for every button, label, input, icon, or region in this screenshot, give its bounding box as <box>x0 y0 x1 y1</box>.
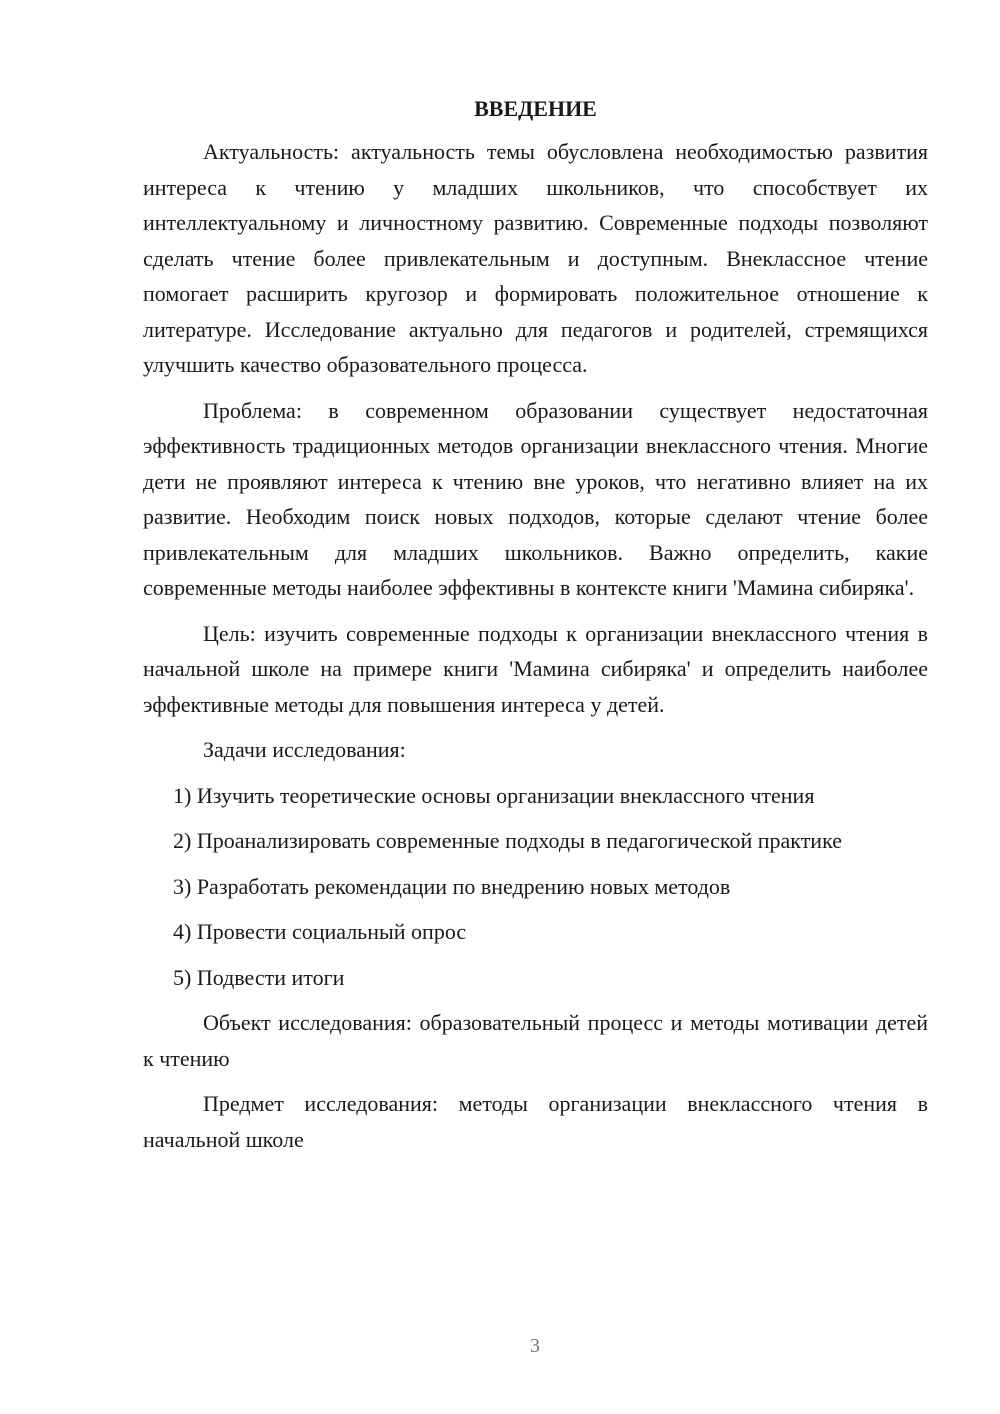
paragraph-goal: Цель: изучить современные подходы к организации внеклассного чтения в начальной школе на примере книги 'Мамина сибиряка' и определить наиболее эффективные методы для повышения интереса у детей. <box>143 620 928 717</box>
list-item: 4) Провести социальный опрос <box>173 919 467 944</box>
list-item: 5) Подвести итоги <box>173 964 345 990</box>
paragraph-subject: Предмет исследования: методы организации внеклассного чтения в начальной школе <box>143 1091 928 1152</box>
tasks-heading: Задачи исследования: <box>203 737 406 762</box>
paragraph-object: Объект исследования: образовательный процесс и методы мотивации детей к чтению <box>143 1010 928 1071</box>
list-item: 1) Изучить теоретические основы организации внеклассного чтения <box>173 782 815 808</box>
page-number: 3 <box>530 1335 540 1357</box>
list-item: 3) Разработать рекомендации по внедрению новых методов <box>173 873 731 899</box>
paragraph-problem: Проблема: в современном образовании существует недостаточная эффективность традиционных методов организации внеклассного чтения. Многие дети не проявляют интереса к чтению вне уроков, что негативно влияет на их развитие. Необходим поиск новых подходов, которые сделают чтение более привлекательным для младших школьников. Важно определить, какие современные методы наиболее эффективны в контексте книги 'Мамина сибиряка'. <box>143 397 928 600</box>
paragraph-relevance: Актуальность: актуальность темы обусловлена необходимостью развития интереса к чтению у младших школьников, что способствует их интеллектуальному и личностному развитию. Современные подходы позволяют сделать чтение более привлекательным и доступным. Внеклассное чтение помогает расширить кругозор и формировать положительное отношение к литературе. Исследование актуально для педагогов и родителей, стремящихся улучшить качество образовательного процесса. <box>143 139 928 377</box>
list-item: 2) Проанализировать современные подходы в педагогической практике <box>173 828 842 853</box>
page-title: ВВЕДЕНИЕ <box>474 96 597 121</box>
